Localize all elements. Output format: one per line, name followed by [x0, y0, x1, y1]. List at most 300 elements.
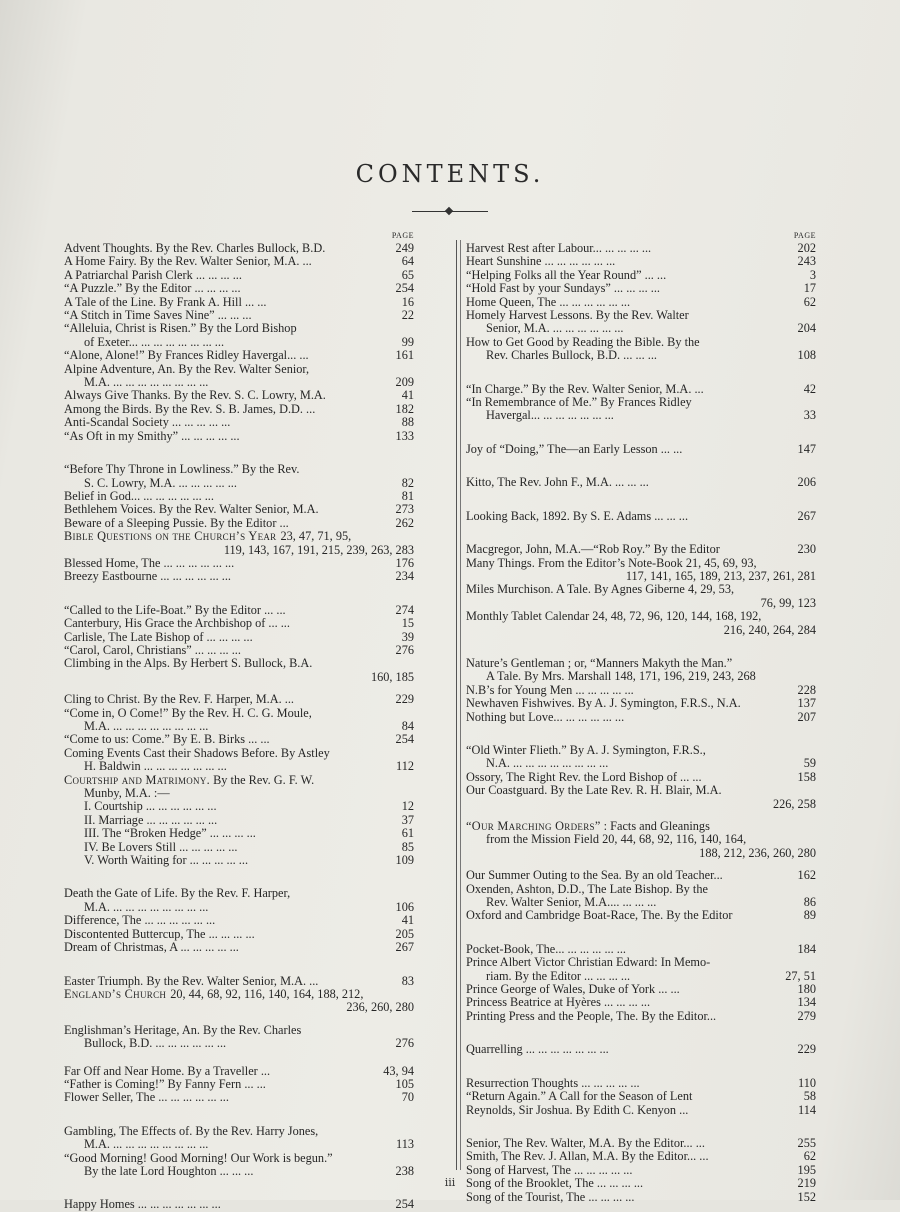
entry-inline-pages: 20, 44, 68, 92, 116, 140, 164, 188, 212, [170, 986, 364, 1001]
contents-entry [466, 657, 816, 684]
contents-entry [64, 416, 414, 429]
entry-title: Always Give Thanks. By the Rev. S. C. Lowry, M.A. [64, 388, 326, 403]
entry-page-number: 147 [797, 441, 816, 456]
contents-entry [466, 697, 816, 710]
contents-entry [64, 463, 414, 490]
entry-page-number: 88 [401, 415, 414, 430]
entry-page-number: 279 [797, 1008, 816, 1023]
entry-title: Bethlehem Voices. By the Rev. Walter Senior, M.A. [64, 502, 319, 517]
contents-entry [466, 883, 816, 910]
entry-title: Difference, The ... ... ... ... ... ... [64, 913, 216, 928]
entry-page-number: 17 [803, 281, 816, 296]
entry-gap [466, 490, 816, 510]
contents-entry [64, 854, 414, 867]
entry-title: I. Courtship ... ... ... ... ... ... [84, 799, 217, 814]
entry-title: Smith, The Rev. J. Allan, M.A. By the Editor... ... [466, 1149, 709, 1164]
entry-title-continuation: from the Mission Field 20, 44, 68, 92, 116, 140, 164, [486, 832, 747, 847]
entry-page-number: 110 [798, 1075, 816, 1090]
entry-page-number: 158 [797, 769, 816, 784]
page-column-label: PAGE [391, 231, 414, 240]
entry-gap [466, 423, 816, 443]
entry-page-number: 42 [803, 381, 816, 396]
entry-page-number: 195 [797, 1162, 816, 1177]
entry-title-continuation: riam. By the Editor ... ... ... ... [486, 968, 631, 983]
entry-title: “Alleluia, Christ is Risen.” By the Lord Bishop [64, 321, 297, 336]
contents-entry [64, 430, 414, 443]
entry-title: “Called to the Life-Boat.” By the Editor ... ... [64, 602, 286, 617]
entry-title: Senior, The Rev. Walter, M.A. By the Editor... ... [466, 1135, 705, 1150]
contents-entry [64, 733, 414, 746]
entry-page-number: 83 [401, 973, 414, 988]
entry-title-continuation: Munby, M.A. :— [84, 786, 170, 801]
entry-title-continuation: Senior, M.A. ... ... ... ... ... ... [486, 321, 624, 336]
entry-title: Harvest Rest after Labour... ... ... ... ... [466, 241, 652, 255]
page-column-label: PAGE [793, 231, 816, 240]
entry-page-number: 229 [395, 692, 414, 707]
entry-title: Home Queen, The ... ... ... ... ... ... [466, 294, 631, 309]
entry-page-number: 162 [797, 868, 816, 883]
entry-page-number: 249 [395, 241, 414, 255]
contents-entry [466, 1043, 816, 1056]
entry-page-number: 206 [797, 475, 816, 490]
contents-entry [466, 309, 816, 336]
entry-title: “Carol, Carol, Christians” ... ... ... ... [64, 642, 241, 657]
entry-page-number: 62 [803, 294, 816, 309]
page-title: CONTENTS. [355, 160, 545, 188]
contents-entry [64, 1065, 414, 1078]
contents-entry [64, 517, 414, 530]
title-ornament [412, 211, 488, 212]
contents-entry [64, 1024, 414, 1051]
entry-page-number: 238 [395, 1163, 414, 1178]
entry-page-number: 43, 94 [383, 1063, 414, 1078]
entry-title: Gambling, The Effects of. By the Rev. Harry Jones, [64, 1123, 319, 1138]
entry-title: Song of the Tourist, The ... ... ... ... [466, 1189, 635, 1204]
contents-entry [64, 657, 414, 684]
contents-entry [64, 282, 414, 295]
entry-title: Quarrelling ... ... ... ... ... ... ... [466, 1042, 609, 1057]
entry-page-number: 137 [797, 696, 816, 711]
contents-entry [466, 820, 816, 860]
contents-entry [64, 975, 414, 988]
contents-entry [64, 827, 414, 840]
contents-entry [466, 1077, 816, 1090]
entry-page-number: 161 [395, 348, 414, 363]
contents-entry [466, 1150, 816, 1163]
entry-title: Beware of a Sleeping Pussie. By the Editor ... [64, 515, 289, 530]
entry-page-number: 70 [401, 1090, 414, 1105]
entry-title: Among the Birds. By the Rev. S. B. James, D.D. ... [64, 401, 316, 416]
entry-page-number: 82 [401, 475, 414, 490]
entry-title: Advent Thoughts. By the Rev. Charles Bullock, B.D. [64, 241, 326, 255]
entry-title: Heart Sunshine ... ... ... ... ... ... [466, 254, 616, 269]
entry-title-continuation: S. C. Lowry, M.A. ... ... ... ... ... [84, 475, 237, 490]
contents-entry [64, 296, 414, 309]
entry-title: Nature’s Gentleman ; or, “Manners Makyth the Man.” [466, 655, 733, 670]
entry-page-number: 99 [401, 334, 414, 349]
entry-title: Flower Seller, The ... ... ... ... ... ... [64, 1090, 229, 1105]
entry-title: Coming Events Cast their Shadows Before. By Astley [64, 745, 330, 760]
entry-title: Blessed Home, The ... ... ... ... ... ... [64, 555, 235, 570]
entry-page-number: 276 [395, 642, 414, 657]
entry-page-number: 276 [395, 1036, 414, 1051]
entry-title: Happy Homes ... ... ... ... ... ... ... [64, 1197, 221, 1212]
entry-title: Looking Back, 1892. By S. E. Adams ... ... ... [466, 508, 689, 523]
entry-page-number: 180 [797, 982, 816, 997]
entry-page-number: 274 [395, 602, 414, 617]
entry-title-continuation: 117, 141, 165, 189, 213, 237, 261, 281 [625, 568, 816, 583]
entry-page-number: 113 [396, 1137, 414, 1152]
entry-title-continuation: Rev. Charles Bullock, B.D. ... ... ... [486, 348, 658, 363]
entry-page-number: 108 [797, 348, 816, 363]
contents-entry [64, 707, 414, 734]
contents-entry [466, 269, 816, 282]
entry-title: Death the Gate of Life. By the Rev. F. Harper, [64, 886, 291, 901]
entry-title: “Helping Folks all the Year Round” ... ... [466, 267, 667, 282]
entry-page-number: 39 [401, 629, 414, 644]
contents-entry [64, 1198, 414, 1211]
entry-page-number: 84 [401, 719, 414, 733]
entry-title: Prince Albert Victor Christian Edward: In Memo- [466, 955, 711, 970]
contents-entry [466, 543, 816, 556]
entry-title: Climbing in the Alps. By Herbert S. Bullock, B.A. [64, 656, 313, 671]
entry-page-number: 176 [395, 555, 414, 570]
entry-page-number: 273 [395, 502, 414, 517]
entry-title: Song of the Brooklet, The ... ... ... ... [466, 1176, 644, 1191]
contents-entry [64, 631, 414, 644]
entry-page-number: 62 [803, 1149, 816, 1164]
entry-page-number: 207 [797, 709, 816, 724]
entry-title: A Home Fairy. By the Rev. Walter Senior, M.A. ... [64, 254, 312, 269]
entry-page-number: 105 [395, 1076, 414, 1091]
entry-title-continuation: M.A. ... ... ... ... ... ... ... ... [84, 375, 209, 390]
entry-gap [64, 1105, 414, 1125]
entry-page-number: 15 [401, 616, 414, 631]
entry-title: “Good Morning! Good Morning! Our Work is begun.” [64, 1150, 333, 1165]
contents-column-left [64, 230, 414, 1212]
entry-title: “Old Winter Flieth.” By A. J. Symington, F.R.S., [466, 742, 706, 757]
entry-title: Alpine Adventure, An. By the Rev. Walter Senior, [64, 361, 310, 376]
contents-entry [64, 309, 414, 322]
entry-title-continuation: By the late Lord Houghton ... ... ... [84, 1163, 254, 1178]
entry-title: Princess Beatrice at Hyères ... ... ... ... [466, 995, 651, 1010]
entry-title-continuation: 188, 212, 236, 260, 280 [699, 845, 816, 860]
contents-entry [64, 530, 414, 557]
entry-page-number: 65 [401, 267, 414, 282]
entry-gap [466, 363, 816, 383]
contents-entry [466, 771, 816, 784]
entry-gap [466, 923, 816, 943]
contents-entry [466, 476, 816, 489]
entry-title: “A Stitch in Time Saves Nine” ... ... ... [64, 308, 252, 323]
contents-entry [466, 1090, 816, 1103]
entry-title: Cling to Christ. By the Rev. F. Harper, M.A. ... [64, 692, 294, 707]
contents-entry [64, 841, 414, 854]
entry-page-number: 33 [803, 408, 816, 423]
entry-title: “Come to us: Come.” By E. B. Birks ... ... [64, 732, 270, 747]
entry-page-number: 134 [797, 995, 816, 1010]
contents-entry [466, 610, 816, 637]
contents-entry [466, 282, 816, 295]
contents-entry [466, 255, 816, 268]
entry-title: “A Puzzle.” By the Editor ... ... ... ... [64, 281, 241, 296]
contents-entry [466, 996, 816, 1009]
contents-entry [64, 389, 414, 402]
contents-entry [466, 1010, 816, 1023]
entry-title: Homely Harvest Lessons. By the Rev. Walter [466, 308, 689, 323]
entry-title: A Patriarchal Parish Clerk ... ... ... ... [64, 267, 242, 282]
entry-gap [64, 867, 414, 887]
entry-title: Breezy Eastbourne ... ... ... ... ... ... [64, 569, 231, 584]
entry-page-number: 37 [401, 812, 414, 827]
entry-title: “Hold Fast by your Sundays” ... ... ... ... [466, 281, 661, 296]
entry-title: “Before Thy Throne in Lowliness.” By the Rev. [64, 462, 300, 477]
contents-entry [466, 443, 816, 456]
entry-title: II. Marriage ... ... ... ... ... ... [84, 812, 218, 827]
entry-title: “In Remembrance of Me.” By Frances Ridley [466, 395, 692, 410]
entry-page-number: 228 [797, 682, 816, 697]
entry-title: Pocket-Book, The... ... ... ... ... ... [466, 941, 626, 956]
contents-entry [64, 774, 414, 801]
entry-title: Many Things. From the Editor’s Note-Book 21, 45, 69, 93, [466, 555, 757, 570]
entry-title: Kitto, The Rev. John F., M.A. ... ... ... [466, 475, 649, 490]
entry-gap [64, 584, 414, 604]
entry-page-number: 202 [797, 241, 816, 255]
entry-title-continuation: of Exeter... ... ... ... ... ... ... ... [84, 334, 225, 349]
contents-entry [64, 800, 414, 813]
entry-title: Song of Harvest, The ... ... ... ... ... [466, 1162, 633, 1177]
entry-title-continuation: 76, 99, 123 [760, 595, 816, 610]
entry-title: N.B’s for Young Men ... ... ... ... ... [466, 682, 634, 697]
entry-title: Monthly Tablet Calendar 24, 48, 72, 96, 120, 144, 168, 192, [466, 609, 762, 624]
contents-entry [64, 349, 414, 362]
contents-entry [64, 914, 414, 927]
contents-entry [64, 887, 414, 914]
contents-entry [466, 869, 816, 882]
entry-title-continuation: 236, 260, 280 [346, 1000, 414, 1015]
contents-entry [64, 1125, 414, 1152]
entry-title-continuation: 216, 240, 264, 284 [723, 622, 816, 637]
contents-entry [466, 1191, 816, 1204]
entry-page-number: 27, 51 [785, 968, 816, 983]
entry-title: Newhaven Fishwives. By A. J. Symington, F.R.S., N.A. [466, 696, 741, 711]
column-rule [456, 240, 457, 1170]
entry-page-number: 85 [401, 839, 414, 854]
contents-entry [466, 784, 816, 811]
contents-entry [64, 255, 414, 268]
contents-entry [466, 711, 816, 724]
entry-title: Reynolds, Sir Joshua. By Edith C. Kenyon ... [466, 1102, 689, 1117]
contents-entry [64, 557, 414, 570]
entry-title: “Our Marching Orders” : Facts and Gleanings [466, 819, 710, 833]
bleed-through-text [120, 20, 840, 230]
contents-entry [64, 242, 414, 255]
entry-page-number: 234 [395, 569, 414, 584]
entry-title: Dream of Christmas, A ... ... ... ... ... [64, 940, 239, 955]
entry-title: IV. Be Lovers Still ... ... ... ... ... [84, 839, 238, 854]
contents-entry [466, 242, 816, 255]
entry-title: “Alone, Alone!” By Frances Ridley Havergal... ... [64, 348, 309, 363]
entry-title: A Tale of the Line. By Frank A. Hill ... ... [64, 294, 267, 309]
entry-title: Macgregor, John, M.A.—“Rob Roy.” By the Editor [466, 542, 720, 557]
entry-page-number: 81 [401, 488, 414, 503]
contents-entry [466, 1137, 816, 1150]
entry-page-number: 133 [395, 428, 414, 443]
entry-inline-pages: 23, 47, 71, 95, [280, 529, 352, 544]
contents-entry [466, 943, 816, 956]
entry-page-number: 12 [401, 799, 414, 814]
contents-entry [466, 557, 816, 584]
contents-entry [64, 490, 414, 503]
entry-page-number: 267 [395, 940, 414, 955]
entry-page-number: 114 [798, 1102, 816, 1117]
entry-title: V. Worth Waiting for ... ... ... ... ... [84, 853, 249, 868]
entry-gap [64, 443, 414, 463]
contents-entry [466, 909, 816, 922]
entry-title: “In Charge.” By the Rev. Walter Senior, M.A. ... [466, 381, 704, 396]
contents-entry [466, 510, 816, 523]
entry-title-continuation: 226, 258 [772, 796, 816, 811]
contents-entry [466, 684, 816, 697]
contents-entry [64, 617, 414, 630]
entry-gap [466, 1117, 816, 1137]
entry-title: Miles Murchison. A Tale. By Agnes Giberne 4, 29, 53, [466, 582, 735, 597]
entry-title: “Come in, O Come!” By the Rev. H. C. G. Moule, [64, 705, 312, 720]
entry-title-continuation: 119, 143, 167, 191, 215, 239, 263, 283 [223, 542, 414, 557]
entry-title: Discontented Buttercup, The ... ... ... ... [64, 926, 255, 941]
contents-entry [466, 296, 816, 309]
contents-entry [64, 1091, 414, 1104]
entry-title: Englishman’s Heritage, An. By the Rev. Charles [64, 1022, 302, 1037]
entry-title: Ossory, The Right Rev. the Lord Bishop of ... ... [466, 769, 702, 784]
entry-title: “Return Again.” A Call for the Season of Lent [466, 1089, 693, 1104]
entry-gap [64, 1051, 414, 1065]
contents-entry [466, 1104, 816, 1117]
entry-page-number: 59 [803, 756, 816, 771]
entry-title: “Father is Coming!” By Fanny Fern ... ... [64, 1076, 266, 1091]
entry-title: Canterbury, His Grace the Archbishop of ... ... [64, 616, 290, 631]
entry-title-continuation: Rev. Walter Senior, M.A.... ... ... ... [486, 895, 657, 910]
contents-entry [64, 269, 414, 282]
contents-entry [466, 983, 816, 996]
entry-title: England’s Church 20, 44, 68, 92, 116, 140, 164, 188, 212, [64, 986, 364, 1001]
entry-page-number: 22 [401, 308, 414, 323]
entry-gap [466, 1057, 816, 1077]
entry-title: Oxenden, Ashton, D.D., The Late Bishop. By the [466, 881, 708, 896]
contents-entry [64, 941, 414, 954]
entry-gap [466, 456, 816, 476]
entry-title: Far Off and Near Home. By a Traveller ... [64, 1063, 271, 1078]
entry-page-number: 262 [395, 515, 414, 530]
entry-page-number: 230 [797, 542, 816, 557]
contents-column-right [466, 230, 816, 1204]
entry-title: III. The “Broken Hedge” ... ... ... ... [84, 826, 256, 841]
entry-title: How to Get Good by Reading the Bible. By the [466, 334, 700, 349]
entry-page-number: 182 [395, 401, 414, 416]
page-folio: iii [444, 1176, 456, 1189]
entry-page-number: 205 [395, 926, 414, 941]
entry-page-number: 106 [395, 899, 414, 914]
entry-page-number: 229 [797, 1042, 816, 1057]
entry-title-continuation: A Tale. By Mrs. Marshall 148, 171, 196, 219, 243, 268 [486, 669, 756, 684]
entry-page-number: 184 [797, 941, 816, 956]
entry-title: Nothing but Love... ... ... ... ... ... [466, 709, 625, 724]
entry-gap [466, 523, 816, 543]
entry-title-continuation: Havergal... ... ... ... ... ... ... [486, 408, 614, 423]
contents-entry [64, 604, 414, 617]
contents-entry [64, 988, 414, 1015]
contents-entry [466, 583, 816, 610]
contents-entry [466, 336, 816, 363]
entry-title: Prince George of Wales, Duke of York ... ... [466, 982, 680, 997]
entry-title-continuation: H. Baldwin ... ... ... ... ... ... ... [84, 759, 227, 774]
entry-title: Courtship and Matrimony. By the Rev. G. F. W. [64, 772, 315, 787]
entry-page-number: 209 [395, 375, 414, 390]
contents-entry [64, 403, 414, 416]
entry-page-number: 3 [809, 267, 816, 282]
entry-gap [466, 637, 816, 657]
entry-title-continuation: M.A. ... ... ... ... ... ... ... ... [84, 719, 209, 733]
entry-page-number: 109 [395, 853, 414, 868]
contents-entry [64, 363, 414, 390]
entry-title: Belief in God... ... ... ... ... ... ... [64, 488, 214, 503]
entry-page-number: 254 [395, 732, 414, 747]
contents-entry [64, 928, 414, 941]
entry-title: Oxford and Cambridge Boat-Race, The. By the Editor [466, 908, 733, 923]
entry-page-number: 86 [803, 895, 816, 910]
entry-page-number: 16 [401, 294, 414, 309]
contents-entry [466, 396, 816, 423]
entry-page-number: 152 [797, 1189, 816, 1204]
entry-page-number: 41 [401, 913, 414, 928]
contents-entry [64, 747, 414, 774]
contents-entry [466, 956, 816, 983]
entry-title-continuation: M.A. ... ... ... ... ... ... ... ... [84, 899, 209, 914]
contents-entry [64, 693, 414, 706]
contents-entry [466, 744, 816, 771]
entry-page-number: 219 [797, 1176, 816, 1191]
entry-title: Anti-Scandal Society ... ... ... ... ... [64, 415, 231, 430]
entry-title: Bible Questions on the Church’s Year 23, 47, 71, 95, [64, 529, 352, 544]
entry-page-number: 112 [396, 759, 414, 774]
contents-entry [64, 1152, 414, 1179]
entry-page-number: 255 [797, 1135, 816, 1150]
entry-title-continuation: Bullock, B.D. ... ... ... ... ... ... [84, 1036, 227, 1051]
entry-title: Printing Press and the People, The. By the Editor... [466, 1008, 717, 1023]
entry-page-number: 41 [401, 388, 414, 403]
entry-page-number: 61 [401, 826, 414, 841]
entry-title: Carlisle, The Late Bishop of ... ... ... ... [64, 629, 253, 644]
entry-gap [64, 955, 414, 975]
column-rule-inner [460, 240, 461, 1170]
entry-page-number: 267 [797, 508, 816, 523]
entry-title: Easter Triumph. By the Rev. Walter Senior, M.A. ... [64, 973, 319, 988]
entry-gap [466, 724, 816, 744]
contents-entry [64, 644, 414, 657]
entry-page-number: 204 [797, 321, 816, 336]
entry-gap [466, 1023, 816, 1043]
entry-page-number: 243 [797, 254, 816, 269]
contents-entry [64, 1078, 414, 1091]
entry-title: Our Coastguard. By the Late Rev. R. H. Blair, M.A. [466, 783, 722, 798]
entry-page-number: 58 [803, 1089, 816, 1104]
entry-page-number: 254 [395, 1197, 414, 1212]
entry-page-number: 64 [401, 254, 414, 269]
entry-title-continuation: M.A. ... ... ... ... ... ... ... ... [84, 1137, 209, 1152]
contents-entry [64, 570, 414, 583]
entry-title-continuation: 160, 185 [370, 669, 414, 684]
entry-page-number: 254 [395, 281, 414, 296]
